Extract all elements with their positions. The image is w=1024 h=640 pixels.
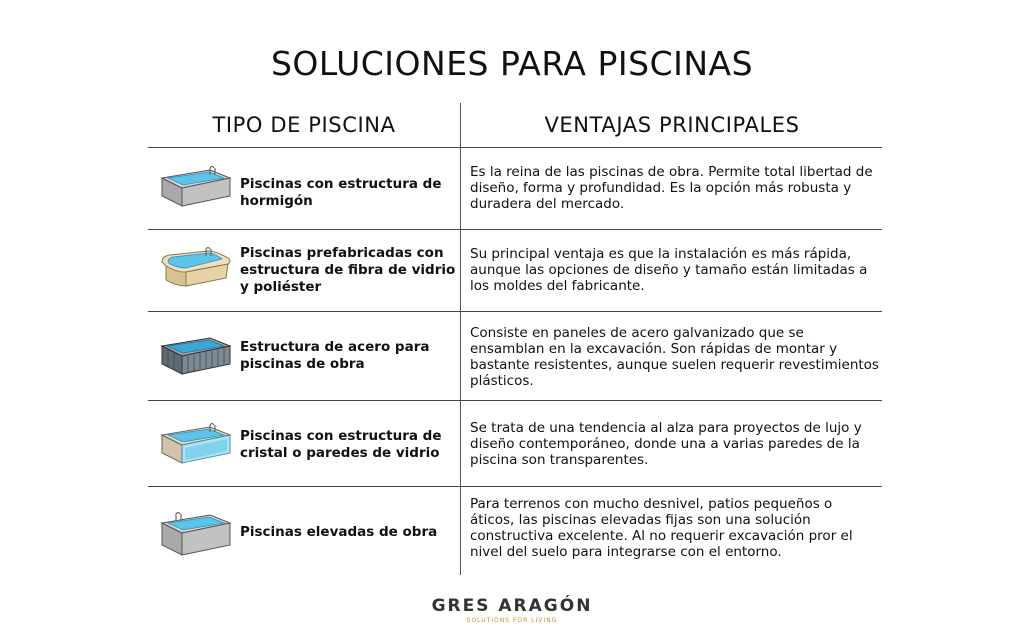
table-row xyxy=(148,401,882,486)
pool-advantages-text: Para terrenos con mucho desnivel, patios pequeños o áticos, las piscinas elevadas fijas son una solución constructiva excelente. Al no requerir excavación pror el nivel del suelo para integrarse con el entorno. xyxy=(470,496,853,560)
pool-advantages-text: Se trata de una tendencia al alza para proyectos de lujo y diseño contemporáneo, donde una a varias paredes de la piscina son transparentes. xyxy=(470,420,862,468)
fiberglass-pool-icon xyxy=(158,246,234,292)
column-header-advantages: VENTAJAS PRINCIPALES xyxy=(544,113,800,137)
steel-pool-icon xyxy=(158,332,234,378)
pool-type-label: Estructura de acero para piscinas de obra xyxy=(240,339,430,372)
table-row xyxy=(148,148,882,229)
raised-pool-icon xyxy=(158,511,234,557)
pool-advantages-text: Consiste en paneles de acero galvanizado que se ensamblan en la excavación. Son rápidas de montar y bastante resistentes, aunque suelen requerir revestimientos plásticos. xyxy=(470,325,879,389)
table-row xyxy=(148,487,882,575)
pool-advantages-text: Es la reina de las piscinas de obra. Permite total libertad de diseño, forma y profundidad. Es la opción más robusta y duradera del mercado. xyxy=(470,164,873,212)
pool-advantages-text: Su principal ventaja es que la instalación es más rápida, aunque las opciones de diseño y tamaño están limitadas a los moldes del fabricante. xyxy=(470,246,868,294)
brand-logo xyxy=(0,596,1024,624)
concrete-pool-icon xyxy=(158,164,234,210)
pool-type-label: Piscinas con estructura de cristal o paredes de vidrio xyxy=(240,428,442,461)
glass-pool-icon xyxy=(158,421,234,467)
table-row xyxy=(148,312,882,400)
logo-tagline: SOLUTIONS FOR LIVING xyxy=(466,617,558,624)
pool-type-label: Piscinas prefabricadas con estructura de fibra de vidrio y poliéster xyxy=(240,245,456,295)
table-row xyxy=(148,230,882,311)
pool-type-label: Piscinas con estructura de hormigón xyxy=(240,176,442,209)
pool-type-label: Piscinas elevadas de obra xyxy=(240,524,438,540)
logo-name: GRES ARAGÓN xyxy=(431,596,593,616)
column-header-type: TIPO DE PISCINA xyxy=(212,113,396,137)
page-title: SOLUCIONES PARA PISCINAS xyxy=(270,44,754,83)
